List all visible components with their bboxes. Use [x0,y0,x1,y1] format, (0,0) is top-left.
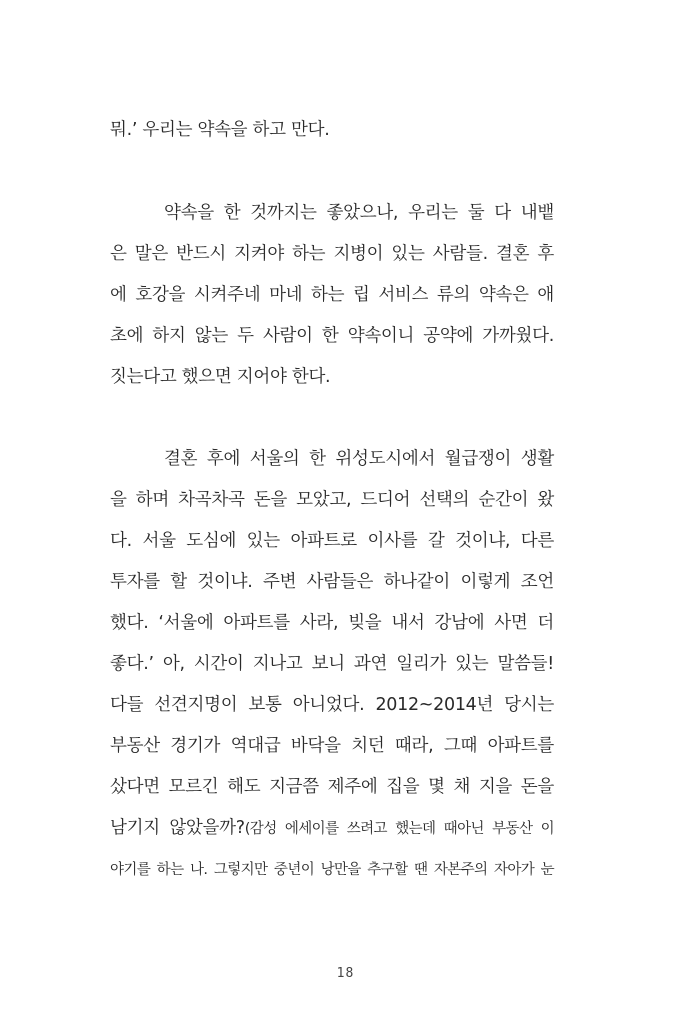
paragraph-3-line-2: 을 하며 차곡차곡 돈을 모았고, 드디어 선택의 순간이 왔 [110,490,554,510]
paragraph-3-line-10 [110,816,554,841]
paragraph-2-line-3: 에 호강을 시켜주네 마네 하는 립 서비스 류의 약속은 애 [110,285,554,305]
paragraph-2-line-5: 짓는다고 했으면 지어야 한다. [110,367,331,387]
paragraph-3-line-6: 좋다.’ 아, 시간이 지나고 보니 과연 일리가 있는 말씀들! [110,654,554,674]
page-number: 18 [336,966,355,981]
aside-note-start: (감성 에세이를 쓰려고 했는데 때아닌 부동산 이 [244,821,554,837]
paragraph-2-line-2: 은 말은 반드시 지켜야 하는 지병이 있는 사람들. 결혼 후 [110,244,554,264]
paragraph-2-line-4: 초에 하지 않는 두 사람이 한 약속이니 공약에 가까웠다. [110,326,554,346]
paragraph-3-line-9: 샀다면 모르긴 해도 지금쯤 제주에 집을 몇 채 지을 돈을 [110,777,554,797]
paragraph-1-line-1: 뭐.’ 우리는 약속을 하고 만다. [110,120,330,140]
paragraph-3-line-10-main: 남기지 않았을까? [110,818,245,838]
paragraph-3-line-3: 다. 서울 도심에 있는 아파트로 이사를 갈 것이냐, 다른 [110,531,554,551]
paragraph-3-line-8: 부동산 경기가 역대급 바닥을 치던 때라, 그때 아파트를 [110,736,554,756]
paragraph-3-line-1: 결혼 후에 서울의 한 위성도시에서 월급쟁이 생활 [164,449,554,469]
paragraph-3-line-7: 다들 선견지명이 보통 아니었다. 2012~2014년 당시는 [110,695,554,715]
aside-note-line-2: 야기를 하는 나. 그렇지만 중년이 낭만을 추구할 땐 자본주의 자아가 눈 [110,862,554,878]
paragraph-2-line-1: 약속을 한 것까지는 좋았으나, 우리는 둘 다 내뱉 [164,203,554,223]
paragraph-3-line-5: 했다. ‘서울에 아파트를 사라, 빚을 내서 강남에 사면 더 [110,613,554,633]
paragraph-3-line-4: 투자를 할 것이냐. 주변 사람들은 하나같이 이렇게 조언 [110,572,554,592]
